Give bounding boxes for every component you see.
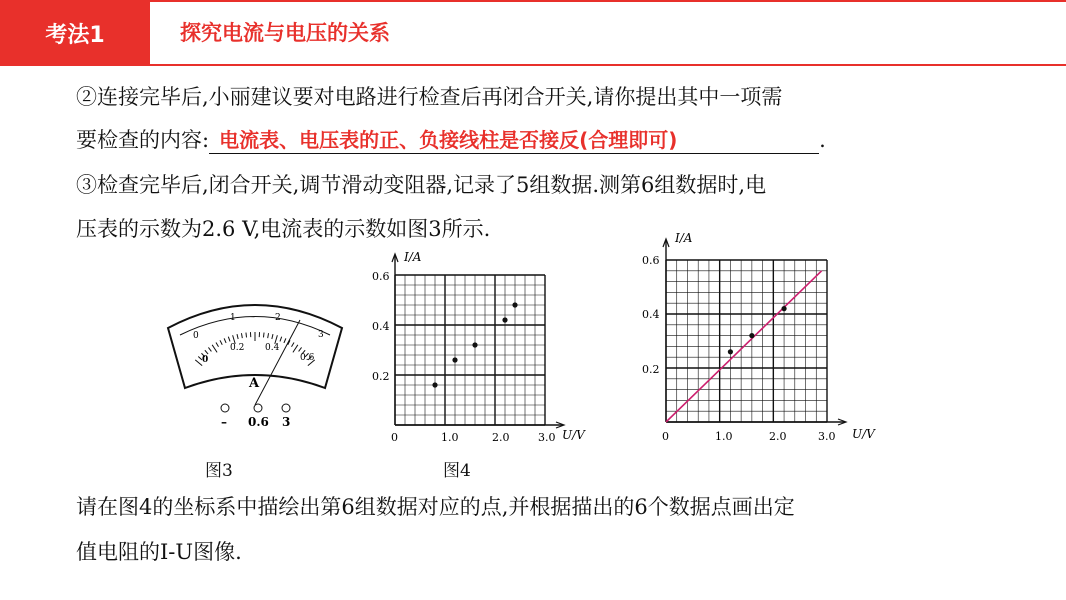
bottom-line1: 请在图4的坐标系中描绘出第6组数据对应的点,并根据描出的6个数据点画出定 <box>76 495 795 519</box>
answer-ytick-02: 0.2 <box>642 363 660 376</box>
meter-tick <box>246 333 247 338</box>
answer-xtick-3: 3.0 <box>818 430 836 443</box>
q3-line1: ③检查完毕后,闭合开关,调节滑动变阻器,记录了5组数据.测第6组数据时,电 <box>76 173 767 197</box>
q2-suffix: . <box>819 128 826 152</box>
data-point <box>472 342 477 347</box>
fig4-caption: 图4 <box>443 461 471 481</box>
fig4-xtick-1: 1.0 <box>441 431 459 444</box>
fig4-ytick-02: 0.2 <box>372 370 390 383</box>
header-bottom-rule <box>150 64 1066 66</box>
fig4-xtick-3: 3.0 <box>538 431 556 444</box>
answer-xtick-0: 0 <box>662 430 669 443</box>
fig4-xtick-0: 0 <box>391 431 398 444</box>
bottom-line2: 值电阻的I-U图像. <box>76 540 242 564</box>
fig4-y-label: I/A <box>404 250 422 264</box>
ammeter-figure <box>160 290 350 440</box>
page-title: 探究电流与电压的关系 <box>180 21 390 45</box>
terminal-3-label: 3 <box>282 415 291 429</box>
data-point <box>781 306 786 311</box>
meter-top-1: 1 <box>230 313 236 323</box>
fig4-grid <box>395 275 545 425</box>
fig4-x-label: U/V <box>562 428 585 442</box>
answer-xtick-1: 1.0 <box>715 430 733 443</box>
meter-unit: A <box>249 376 260 391</box>
meter-bottom-04: 0.4 <box>265 343 280 353</box>
answer-ytick-04: 0.4 <box>642 308 660 321</box>
terminal-neg <box>221 404 229 412</box>
q2-answer: 电流表、电压表的正、负接线柱是否接反(合理即可) <box>209 127 819 154</box>
data-point <box>502 317 507 322</box>
q2-line1: ②连接完毕后,小丽建议要对电路进行检查后再闭合开关,请你提出其中一项需 <box>76 85 783 109</box>
fig4-ytick-04: 0.4 <box>372 320 390 333</box>
data-point <box>512 302 517 307</box>
section-tag: 考法1 <box>0 0 150 66</box>
q3-line2: 压表的示数为2.6 V,电流表的示数如图3所示. <box>76 217 491 241</box>
meter-tick <box>263 333 264 338</box>
q2-line2 <box>76 125 826 155</box>
terminal-3 <box>282 404 290 412</box>
header-bar <box>0 0 1066 66</box>
meter-bottom-02: 0.2 <box>230 343 245 353</box>
answer-ytick-06: 0.6 <box>642 254 660 267</box>
answer-graph <box>630 225 880 450</box>
meter-top-3: 3 <box>318 330 324 340</box>
answer-x-label: U/V <box>852 427 875 441</box>
fig3-caption: 图3 <box>205 461 233 481</box>
q2-prefix: 要检查的内容: <box>76 128 210 152</box>
meter-bottom-0: 0 <box>202 355 209 365</box>
data-point <box>728 349 733 354</box>
answer-xtick-2: 2.0 <box>769 430 787 443</box>
data-point <box>432 382 437 387</box>
meter-top-0: 0 <box>193 331 199 341</box>
meter-bottom-06: 0.6 <box>300 353 315 363</box>
meter-top-2: 2 <box>275 313 281 323</box>
data-point <box>452 357 457 362</box>
terminal-neg-label: – <box>221 415 227 429</box>
fig4-xtick-2: 2.0 <box>492 431 510 444</box>
terminal-06-label: 0.6 <box>248 415 269 429</box>
fig4-graph <box>360 240 600 455</box>
answer-y-label: I/A <box>675 231 693 245</box>
fig4-ytick-06: 0.6 <box>372 270 390 283</box>
terminal-06 <box>254 404 262 412</box>
data-point <box>749 333 754 338</box>
